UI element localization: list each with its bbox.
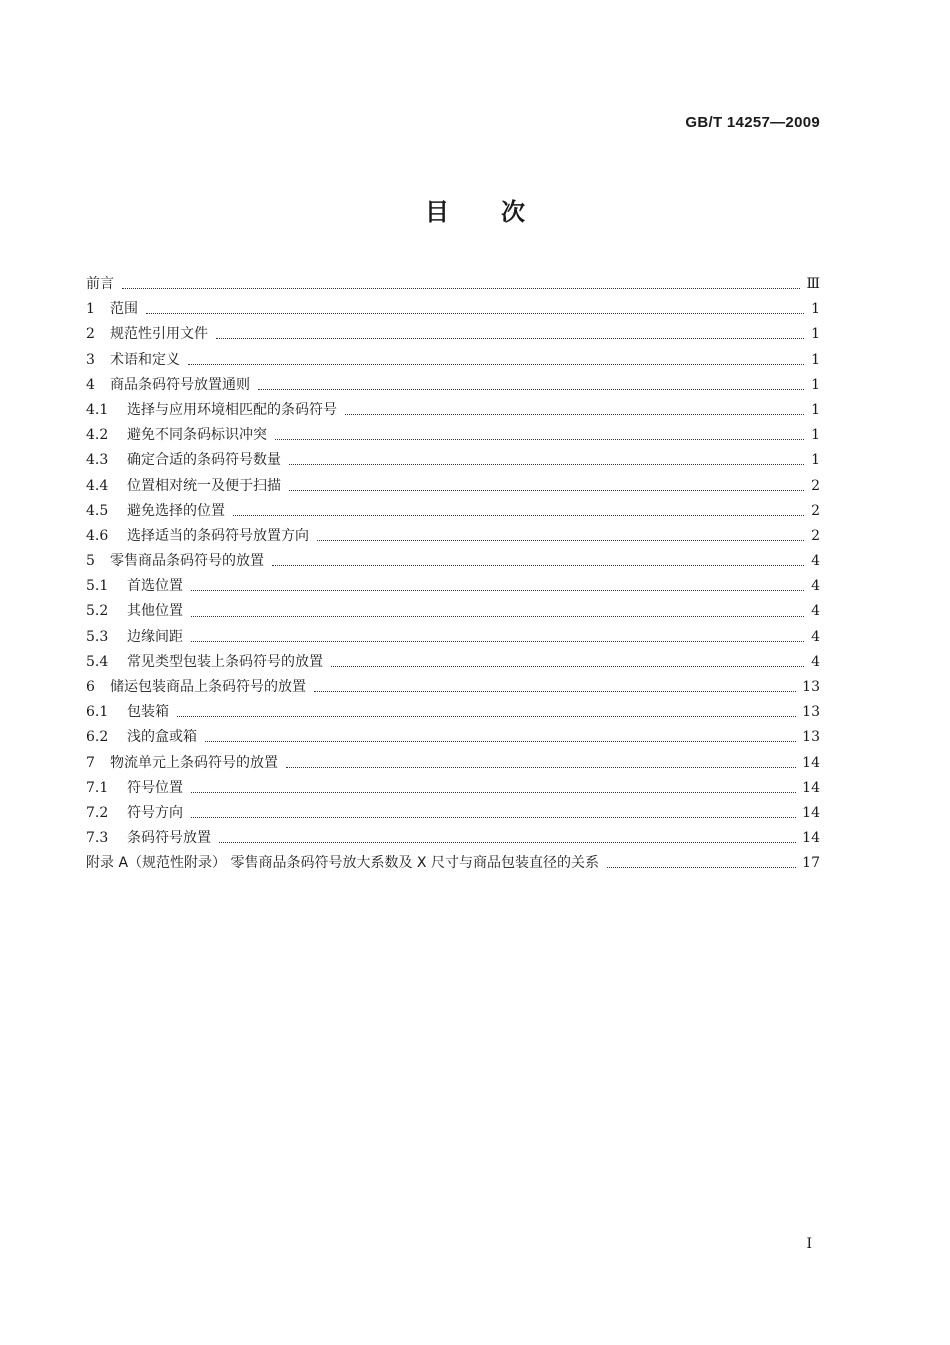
toc-entry [86, 725, 820, 750]
toc-entry-title: 首选位置 [127, 578, 183, 595]
page-number: I [806, 1236, 812, 1252]
toc-entry-number: 3 [86, 351, 95, 368]
toc-entry-page: 1 [811, 427, 820, 444]
toc-entry-number: 5.3 [86, 628, 109, 645]
toc-entry-number: 7.3 [86, 830, 109, 847]
toc-entry-page: 2 [811, 502, 820, 519]
table-of-contents [86, 272, 820, 877]
toc-entry-number: 5.4 [86, 653, 109, 670]
toc-leader-dots [191, 809, 796, 818]
toc-entry [86, 423, 820, 448]
toc-entry [86, 776, 820, 801]
toc-entry-title: 避免选择的位置 [127, 502, 225, 519]
toc-entry [86, 398, 820, 423]
toc-entry-page: 4 [811, 553, 820, 570]
toc-entry [86, 675, 820, 700]
toc-entry-number: 4.1 [86, 401, 109, 418]
toc-entry-number: 6.2 [86, 729, 109, 746]
toc-entry-number: 2 [86, 326, 95, 343]
toc-leader-dots [331, 658, 804, 667]
toc-entry-number: 7.1 [86, 779, 109, 796]
toc-entry [86, 650, 820, 675]
toc-leader-dots [191, 633, 804, 642]
toc-leader-dots [233, 507, 804, 516]
toc-entry-page: 4 [811, 628, 820, 645]
toc-entry-number: 7.2 [86, 804, 109, 821]
toc-entry-page: 1 [811, 326, 820, 343]
toc-entry-title: 储运包装商品上条码符号的放置 [110, 679, 306, 695]
toc-leader-dots [191, 582, 804, 591]
toc-entry-page: 1 [811, 452, 820, 469]
toc-entry [86, 524, 820, 549]
toc-entry [86, 801, 820, 826]
toc-entry-number: 4.6 [86, 527, 109, 544]
toc-entry-number: 4.2 [86, 427, 109, 444]
toc-entry-title: 选择与应用环境相匹配的条码符号 [127, 401, 337, 418]
toc-entry [86, 348, 820, 373]
toc-entry-page: Ⅲ [806, 276, 820, 292]
toc-entry-page: 14 [802, 804, 820, 821]
toc-entry [86, 625, 820, 650]
toc-entry-page: 13 [802, 679, 820, 695]
toc-entry-page: 2 [811, 527, 820, 544]
toc-leader-dots [345, 406, 804, 415]
toc-entry-title: 物流单元上条码符号的放置 [110, 754, 278, 771]
toc-entry-title: 零售商品条码符号的放置 [110, 553, 264, 570]
toc-leader-dots [289, 482, 804, 491]
toc-leader-dots [289, 456, 804, 465]
toc-leader-dots [275, 431, 804, 440]
toc-entry-number: 5.2 [86, 603, 109, 620]
toc-entry-page: 2 [811, 477, 820, 494]
toc-leader-dots [272, 557, 804, 566]
toc-entry-page: 1 [811, 301, 820, 318]
toc-entry-title: 条码符号放置 [127, 830, 211, 847]
toc-entry-page: 13 [802, 704, 820, 721]
toc-leader-dots [191, 608, 804, 617]
toc-entry-title: 边缘间距 [127, 628, 183, 645]
toc-entry-page: 17 [802, 855, 820, 872]
toc-entry [86, 474, 820, 499]
toc-entry-title: 包装箱 [127, 704, 169, 721]
standard-code: GB/T 14257—2009 [685, 114, 820, 131]
toc-entry-title: 确定合适的条码符号数量 [127, 452, 281, 469]
toc-entry-title: 前言 [86, 276, 114, 292]
toc-entry-number: 4.5 [86, 502, 109, 519]
toc-entry [86, 272, 820, 297]
toc-entry [86, 700, 820, 725]
toc-entry-page: 4 [811, 603, 820, 620]
toc-entry-title: 符号方向 [127, 804, 183, 821]
toc-entry-title: 术语和定义 [110, 351, 180, 368]
toc-entry-number: 5 [86, 553, 95, 570]
toc-leader-dots [177, 708, 796, 717]
toc-entry-title: 符号位置 [127, 779, 183, 796]
toc-entry-page: 14 [802, 754, 820, 771]
toc-entry [86, 322, 820, 347]
toc-entry-title: 规范性引用文件 [110, 326, 208, 343]
toc-entry-number: 4 [86, 376, 95, 393]
toc-leader-dots [188, 356, 804, 365]
toc-entry [86, 373, 820, 398]
toc-leader-dots [146, 305, 804, 314]
toc-entry-number: 4.3 [86, 452, 109, 469]
toc-entry-page: 14 [802, 779, 820, 796]
toc-entry [86, 448, 820, 473]
toc-leader-dots [258, 381, 804, 390]
toc-entry-title: 选择适当的条码符号放置方向 [127, 527, 309, 544]
toc-entry-page: 4 [811, 653, 820, 670]
toc-entry-number: 6.1 [86, 704, 109, 721]
toc-entry [86, 499, 820, 524]
toc-leader-dots [205, 733, 796, 742]
toc-leader-dots [286, 759, 796, 768]
toc-leader-dots [122, 280, 800, 289]
toc-entry-number: 4.4 [86, 477, 109, 494]
toc-entry [86, 549, 820, 574]
toc-entry-page: 1 [811, 401, 820, 418]
toc-entry-title: 其他位置 [127, 603, 183, 620]
page-title: 目次 [425, 198, 577, 226]
toc-leader-dots [607, 859, 796, 868]
toc-leader-dots [219, 834, 796, 843]
toc-leader-dots [216, 330, 804, 339]
toc-entry-number: 5.1 [86, 578, 109, 595]
toc-entry [86, 826, 820, 851]
toc-entry [86, 851, 820, 876]
toc-entry [86, 574, 820, 599]
toc-entry [86, 599, 820, 624]
toc-leader-dots [314, 683, 796, 692]
toc-entry-title: 位置相对统一及便于扫描 [127, 477, 281, 494]
toc-leader-dots [317, 532, 804, 541]
toc-entry-number: 7 [86, 754, 95, 771]
toc-entry-page: 13 [802, 729, 820, 746]
toc-entry-title: 附录 A（规范性附录） 零售商品条码符号放大系数及 X 尺寸与商品包装直径的关系 [86, 855, 599, 872]
toc-entry-title: 商品条码符号放置通则 [110, 376, 250, 393]
toc-leader-dots [191, 784, 796, 793]
toc-entry-title: 范围 [110, 301, 138, 318]
toc-entry-title: 避免不同条码标识冲突 [127, 427, 267, 444]
toc-entry [86, 297, 820, 322]
toc-entry-number: 6 [86, 679, 95, 695]
toc-entry [86, 751, 820, 776]
toc-entry-page: 1 [811, 351, 820, 368]
toc-entry-number: 1 [86, 301, 95, 318]
toc-entry-title: 常见类型包装上条码符号的放置 [127, 653, 323, 670]
toc-entry-title: 浅的盒或箱 [127, 729, 197, 746]
toc-entry-page: 1 [811, 376, 820, 393]
toc-entry-page: 4 [811, 578, 820, 595]
toc-entry-page: 14 [802, 830, 820, 847]
